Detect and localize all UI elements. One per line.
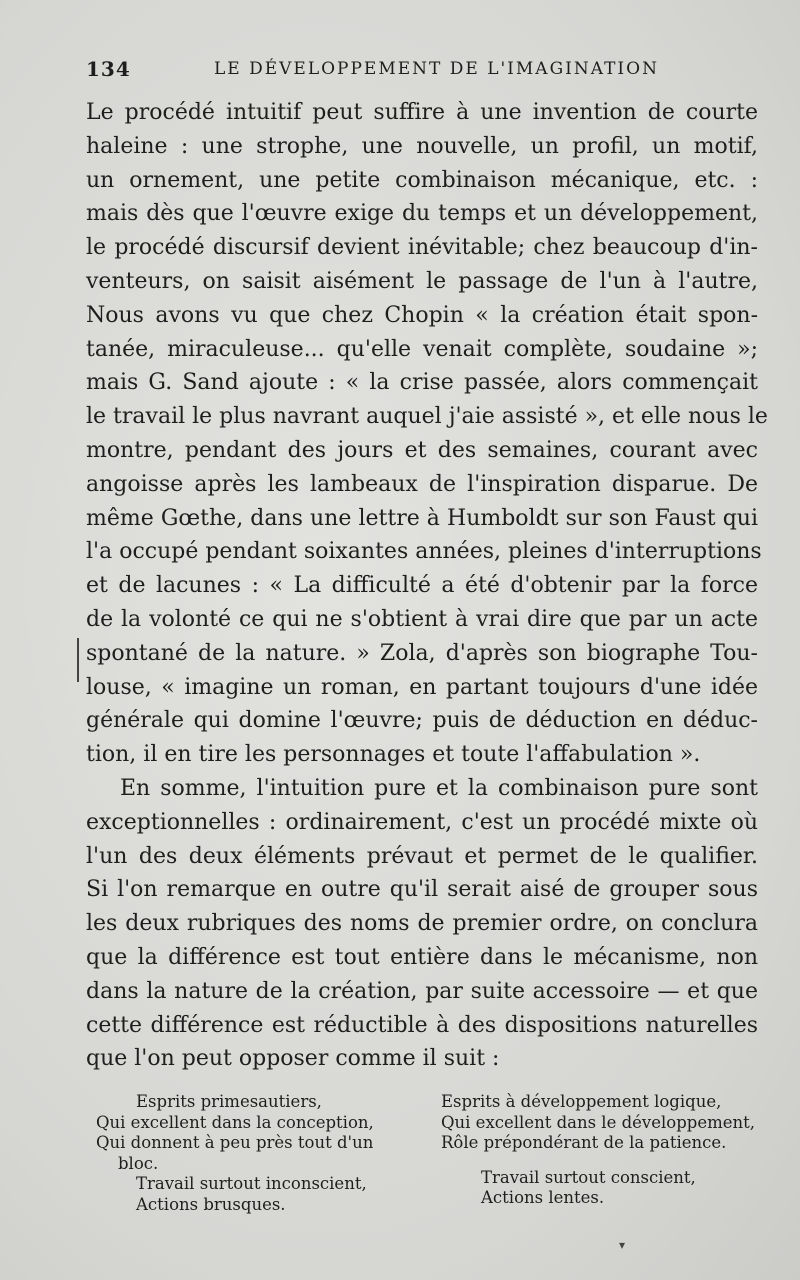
text-line: le travail le plus navrant auquel j'aie assisté », et elle nous le — [86, 404, 768, 430]
column-gap — [441, 1154, 781, 1168]
page-header — [86, 57, 766, 89]
column-line: Travail surtout inconscient, — [136, 1174, 367, 1193]
right-column — [441, 1092, 781, 1209]
text-line: même Gœthe, dans une lettre à Humboldt sur son Faust qui — [86, 505, 758, 531]
text-line: spontané de la nature. » Zola, d'après son biographe Tou- — [86, 640, 758, 666]
footer-mark: ▾ — [619, 1238, 626, 1252]
column-line: Actions lentes. — [481, 1188, 605, 1207]
column-line: Qui excellent dans le développement, — [441, 1112, 756, 1132]
paragraph-2 — [86, 772, 758, 1076]
text-line: cette différence est réductible à des dispositions naturelles — [86, 1012, 758, 1038]
column-title: Esprits à développement logique, — [441, 1092, 722, 1111]
text-line: que la différence est tout entière dans le mécanisme, non — [86, 944, 758, 970]
column-line: Rôle prépondérant de la patience. — [441, 1133, 727, 1152]
column-line: Travail surtout conscient, — [481, 1167, 696, 1187]
comparison-columns — [96, 1092, 776, 1232]
text-line: montre, pendant des jours et des semaines, courant avec — [86, 437, 758, 463]
text-line: mais G. Sand ajoute : « la crise passée, alors commençait — [86, 370, 758, 396]
text-line: Nous avons vu que chez Chopin « la création était spon- — [86, 302, 758, 328]
text-line: de la volonté ce qui ne s'obtient à vrai dire que par un acte — [86, 606, 758, 632]
text-line: générale qui domine l'œuvre; puis de déduction en déduc- — [86, 708, 758, 734]
text-line: que l'on peut opposer comme il suit : — [86, 1046, 500, 1072]
text-line: dans la nature de la création, par suite accessoire — et que — [86, 978, 758, 1004]
text-line: venteurs, on saisit aisément le passage de l'un à l'autre, — [86, 268, 758, 294]
text-line: Le procédé intuitif peut suffire à une invention de courte — [86, 100, 758, 125]
paragraph-1 — [86, 96, 768, 772]
text-line: haleine : une strophe, une nouvelle, un profil, un motif, — [86, 133, 758, 159]
text-line: l'a occupé pendant soixantes années, pleines d'interruptions — [86, 539, 762, 565]
column-line: Qui excellent dans la conception, — [96, 1112, 374, 1132]
margin-mark — [77, 638, 79, 682]
body-text — [86, 96, 768, 1076]
text-line: un ornement, une petite combinaison mécanique, etc. : — [86, 167, 758, 193]
column-line: Qui donnent à peu près tout d'un — [96, 1133, 374, 1152]
text-line: tion, il en tire les personnages et toute l'affabulation ». — [86, 742, 701, 768]
text-line: exceptionnelles : ordinairement, c'est un procédé mixte où — [86, 809, 758, 835]
text-line: l'un des deux éléments prévaut et permet de le qualifier. — [86, 843, 758, 869]
text-line: En somme, l'intuition pure et la combinaison pure sont — [120, 775, 758, 801]
text-line: les deux rubriques des noms de premier ordre, on conclura — [86, 911, 758, 937]
text-line: angoisse après les lambeaux de l'inspiration disparue. De — [86, 471, 758, 497]
running-title: LE DÉVELOPPEMENT DE L'IMAGINATION — [214, 59, 659, 79]
left-column — [96, 1092, 426, 1215]
page-number: 134 — [86, 57, 131, 81]
column-title: Esprits primesautiers, — [136, 1092, 322, 1111]
text-line: le procédé discursif devient inévitable; chez beaucoup d'in- — [86, 235, 758, 261]
column-line: Actions brusques. — [136, 1194, 286, 1214]
text-line: tanée, miraculeuse... qu'elle venait complète, soudaine »; — [86, 336, 758, 362]
column-line: bloc. — [118, 1153, 159, 1173]
text-line: Si l'on remarque en outre qu'il serait aisé de grouper sous — [86, 877, 758, 903]
text-line: louse, « imagine un roman, en partant toujours d'une idée — [86, 674, 758, 700]
text-line: mais dès que l'œuvre exige du temps et un développement, — [86, 201, 758, 227]
text-line: et de lacunes : « La difficulté a été d'obtenir par la force — [86, 573, 758, 599]
